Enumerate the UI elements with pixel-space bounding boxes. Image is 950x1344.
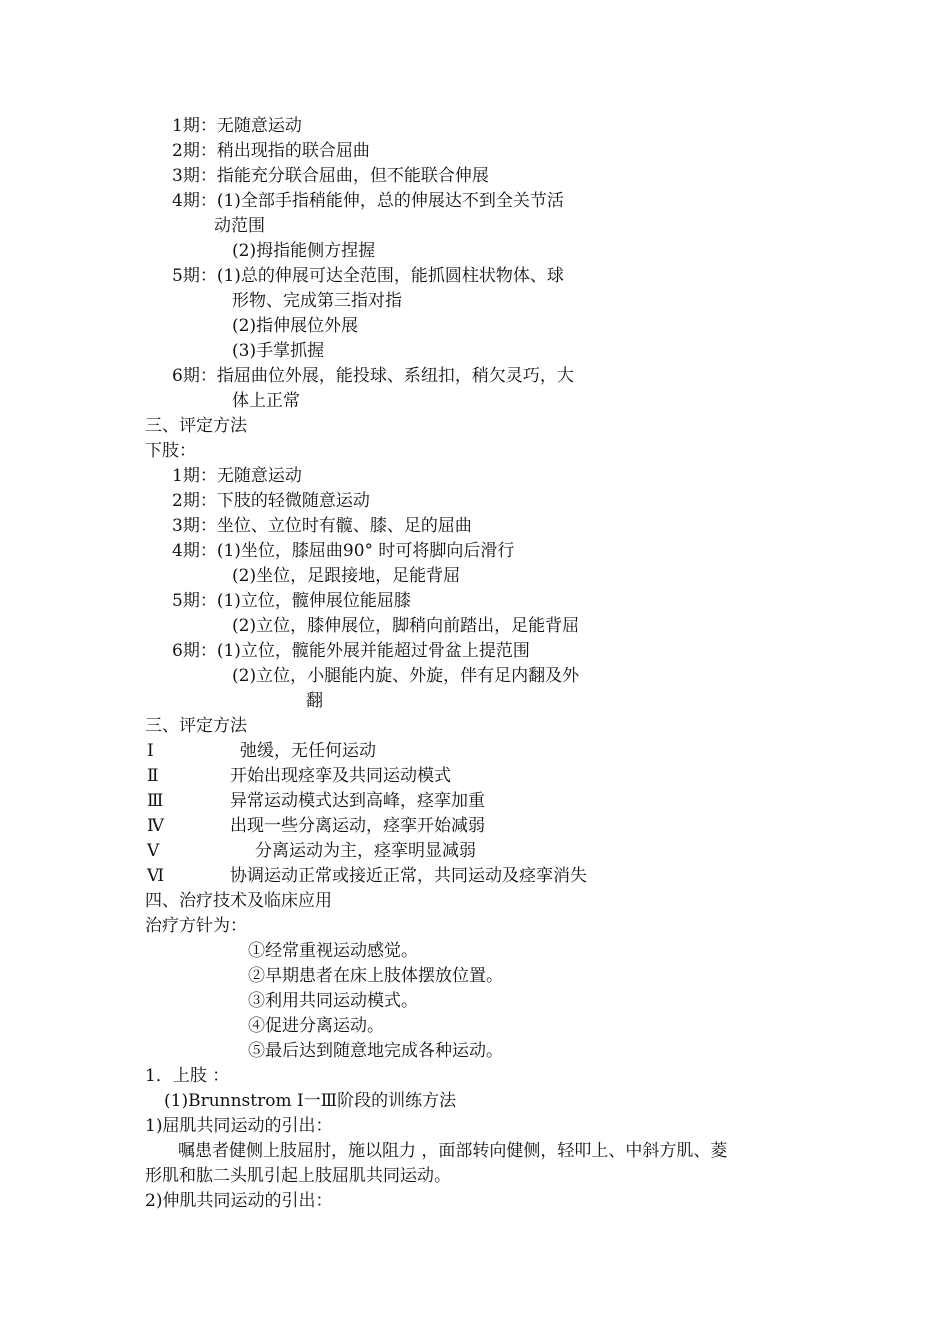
- hand-stage-4-line-1: 4期：(1)全部手指稍能伸，总的伸展达不到全关节活: [172, 191, 564, 211]
- hand-stage-5-line-3: (2)指伸展位外展: [232, 316, 359, 336]
- hand-stage-5-line-2: 形物、完成第三指对指: [232, 291, 402, 311]
- policy-item: ①经常重视运动感觉。: [248, 941, 418, 961]
- extensor-synergy-title: 2)伸肌共同运动的引出：: [145, 1191, 333, 1211]
- flexor-synergy-body-line-1: 嘱患者健侧上肢屈肘，施以阻力 ，面部转向健侧，轻叩上、中斜方肌、菱: [178, 1141, 728, 1161]
- grade-text: 协调运动正常或接近正常，共同运动及痉挛消失: [230, 866, 587, 886]
- hand-stage-1: 1期：无随意运动: [172, 116, 302, 136]
- policy-item: ②早期患者在床上肢体摆放位置。: [248, 966, 503, 986]
- section-heading-treatment: 四、治疗技术及临床应用: [145, 891, 332, 911]
- policy-title: 治疗方针为：: [145, 916, 247, 936]
- lower-limb-title: 下肢：: [145, 441, 196, 461]
- policy-item: ⑤最后达到随意地完成各种运动。: [248, 1041, 503, 1061]
- lower-stage-4-line-1: 4期：(1)坐位，膝屈曲90° 时可将脚向后滑行: [172, 541, 515, 561]
- grade-numeral: Ⅱ: [147, 766, 159, 786]
- grade-numeral: Ⅴ: [147, 841, 160, 861]
- lower-stage-6-line-2: (2)立位，小腿能内旋、外旋，伴有足内翻及外: [232, 666, 580, 686]
- section-heading-eval-1: 三、评定方法: [145, 416, 247, 436]
- hand-stage-6-line-1: 6期：指屈曲位外展，能投球、系纽扣，稍欠灵巧，大: [172, 366, 574, 386]
- grade-numeral: Ⅳ: [147, 816, 164, 836]
- upper-limb-heading: 1．上肢 ：: [145, 1066, 230, 1086]
- lower-stage-3: 3期：坐位、立位时有髋、膝、足的屈曲: [172, 516, 472, 536]
- grade-text: 出现一些分离运动，痉挛开始减弱: [230, 816, 485, 836]
- lower-stage-4-line-2: (2)坐位，足跟接地，足能背屈: [232, 566, 461, 586]
- lower-stage-2: 2期：下肢的轻微随意运动: [172, 491, 370, 511]
- policy-item: ③利用共同运动模式。: [248, 991, 418, 1011]
- grade-numeral: Ⅰ: [147, 741, 154, 761]
- policy-item: ④促进分离运动。: [248, 1016, 384, 1036]
- hand-stage-2: 2期：稍出现指的联合屈曲: [172, 141, 370, 161]
- section-heading-eval-2: 三、评定方法: [145, 716, 247, 736]
- grade-text: 异常运动模式达到高峰，痉挛加重: [230, 791, 485, 811]
- grade-text: 分离运动为主，痉挛明显减弱: [255, 841, 476, 861]
- hand-stage-4-line-2: 动范围: [214, 216, 265, 236]
- flexor-synergy-title: 1)屈肌共同运动的引出：: [145, 1116, 333, 1136]
- flexor-synergy-body-line-2: 形肌和肱二头肌引起上肢屈肌共同运动。: [145, 1166, 451, 1186]
- grade-numeral: Ⅵ: [147, 866, 165, 886]
- lower-stage-6-line-3: 翻: [306, 691, 323, 711]
- hand-stage-4-line-3: (2)拇指能侧方捏握: [232, 241, 376, 261]
- grade-text: 弛缓，无任何运动: [240, 741, 376, 761]
- hand-stage-6-line-2: 体上正常: [232, 391, 300, 411]
- grade-text: 开始出现痉挛及共同运动模式: [230, 766, 451, 786]
- lower-stage-6-line-1: 6期：(1)立位，髋能外展并能超过骨盆上提范围: [172, 641, 530, 661]
- lower-stage-1: 1期：无随意运动: [172, 466, 302, 486]
- lower-stage-5-line-2: (2)立位，膝伸展位，脚稍向前踏出，足能背屈: [232, 616, 580, 636]
- lower-stage-5-line-1: 5期：(1)立位，髋伸展位能屈膝: [172, 591, 411, 611]
- hand-stage-5-line-1: 5期：(1)总的伸展可达全范围，能抓圆柱状物体、球: [172, 266, 564, 286]
- grade-numeral: Ⅲ: [147, 791, 164, 811]
- hand-stage-5-line-4: (3)手掌抓握: [232, 341, 325, 361]
- brunnstrom-subheading: (1)Brunnstrom Ⅰ一Ⅲ阶段的训练方法: [164, 1091, 457, 1111]
- hand-stage-3: 3期：指能充分联合屈曲，但不能联合伸展: [172, 166, 489, 186]
